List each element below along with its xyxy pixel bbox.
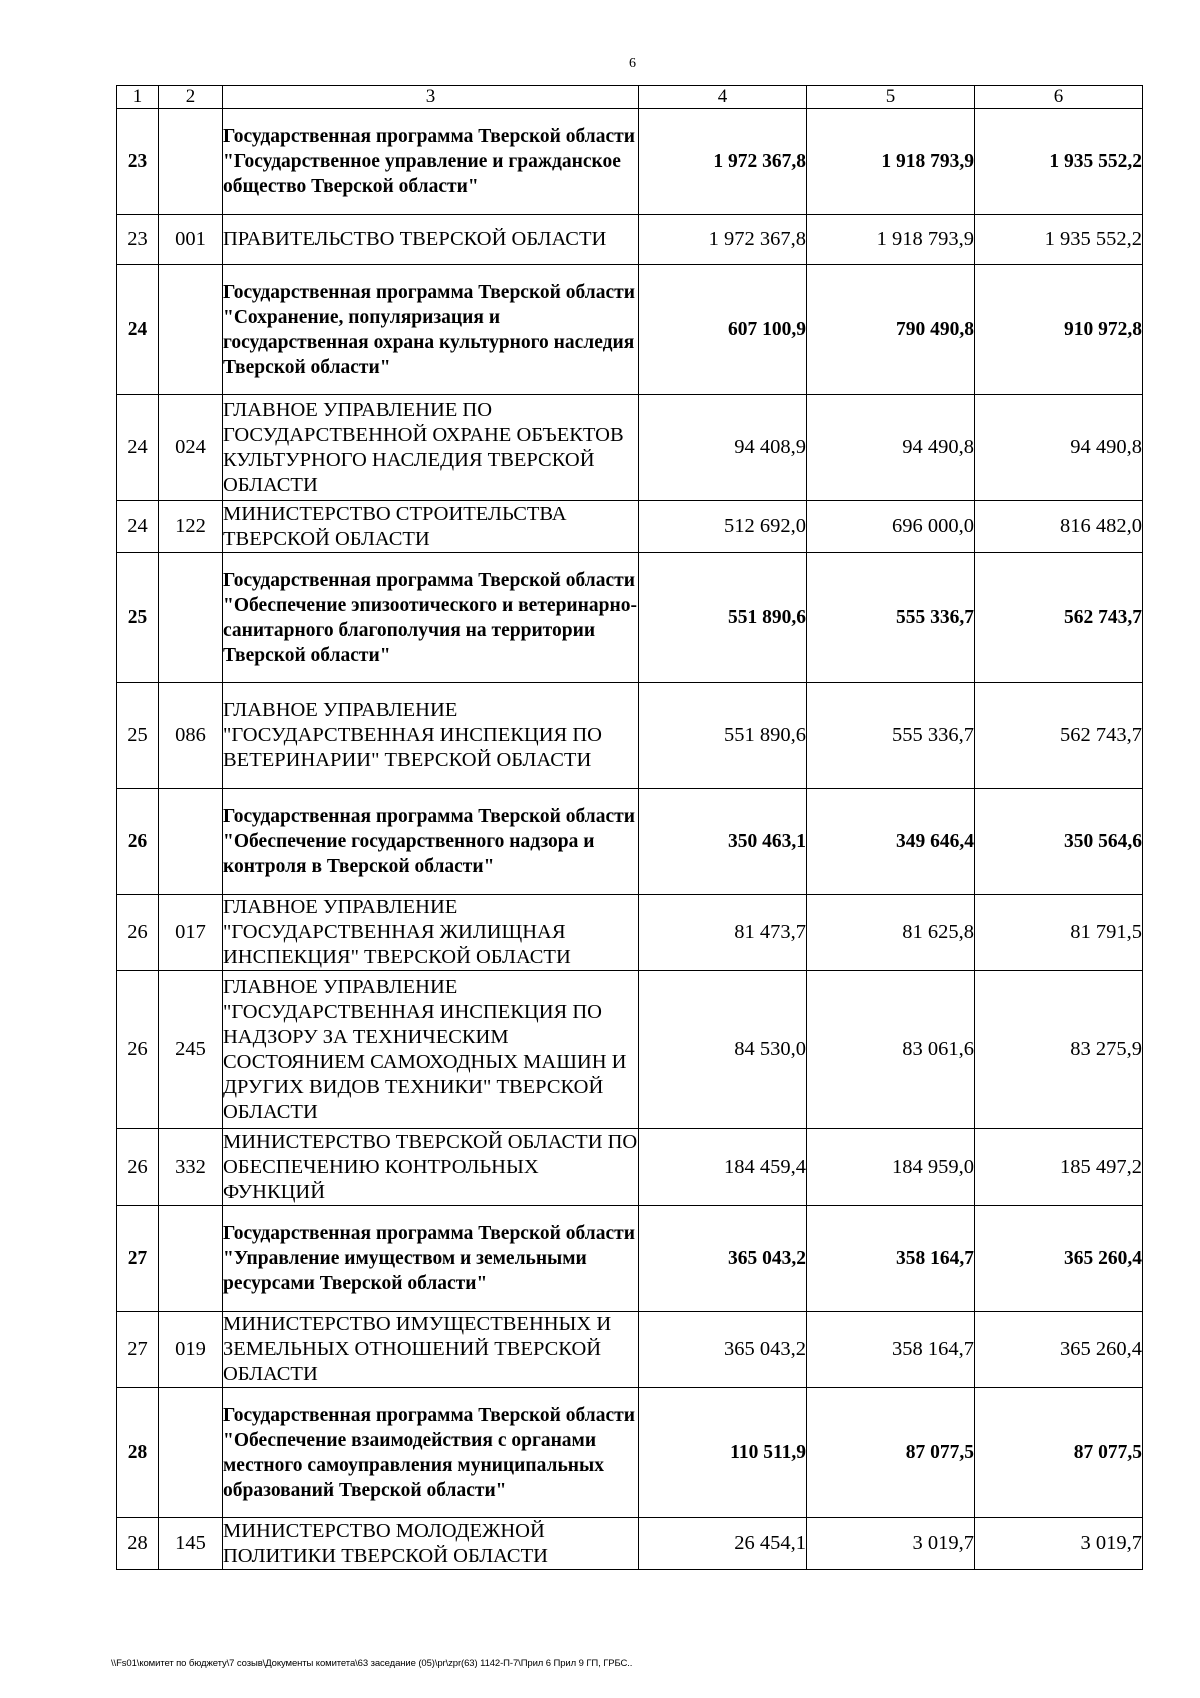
row-value-col6-cell: 83 275,9 [975,971,1143,1129]
header-cell: 4 [639,86,807,109]
row-number-cell: 27 [117,1312,159,1388]
row-value-col4-cell: 94 408,9 [639,395,807,501]
row-code-cell: 001 [159,215,223,265]
row-code-cell: 245 [159,971,223,1129]
table-row [117,789,1143,895]
row-code-cell: 024 [159,395,223,501]
row-value-col4-cell: 365 043,2 [639,1206,807,1312]
row-value-col5-cell: 349 646,4 [807,789,975,895]
row-name-cell: МИНИСТЕРСТВО МОЛОДЕЖНОЙ ПОЛИТИКИ ТВЕРСКОЙ ОБЛАСТИ [223,1518,639,1570]
row-code-cell: 019 [159,1312,223,1388]
header-cell: 3 [223,86,639,109]
row-value-col4-cell: 350 463,1 [639,789,807,895]
table-row [117,553,1143,683]
row-number-cell: 26 [117,971,159,1129]
table-row [117,895,1143,971]
row-number-cell: 26 [117,895,159,971]
header-cell: 6 [975,86,1143,109]
row-name-cell: ГЛАВНОЕ УПРАВЛЕНИЕ "ГОСУДАРСТВЕННАЯ ИНСПЕКЦИЯ ПО НАДЗОРУ ЗА ТЕХНИЧЕСКИМ СОСТОЯНИЕМ САМОХОДНЫХ МАШИН И ДРУГИХ ВИДОВ ТЕХНИКИ" ТВЕРСКОЙ ОБЛАСТИ [223,971,639,1129]
row-code-cell: 017 [159,895,223,971]
row-name-cell: Государственная программа Тверской области "Государственное управление и гражданское общество Тверской области" [223,109,639,215]
row-number-cell: 24 [117,395,159,501]
table-row [117,1129,1143,1206]
table-row [117,1312,1143,1388]
row-name-cell: Государственная программа Тверской области "Сохранение, популяризация и государственная охрана культурного наследия Тверской области" [223,265,639,395]
row-name-cell: ГЛАВНОЕ УПРАВЛЕНИЕ "ГОСУДАРСТВЕННАЯ ИНСПЕКЦИЯ ПО ВЕТЕРИНАРИИ" ТВЕРСКОЙ ОБЛАСТИ [223,683,639,789]
page-number: 6 [629,56,636,71]
row-code-cell [159,1206,223,1312]
row-value-col5-cell: 1 918 793,9 [807,215,975,265]
footer-file-path: \\Fs01\комитет по бюджету\7 созыв\Документы комитета\63 заседание (05)\pr\zpr(63) 1142-П-7\Прил 6 Прил 9 ГП, ГРБС.. [111,1658,633,1669]
row-value-col5-cell: 184 959,0 [807,1129,975,1206]
row-number-cell: 23 [117,215,159,265]
row-code-cell [159,553,223,683]
row-value-col5-cell: 555 336,7 [807,683,975,789]
row-value-col4-cell: 551 890,6 [639,553,807,683]
row-value-col4-cell: 81 473,7 [639,895,807,971]
row-number-cell: 28 [117,1518,159,1570]
row-value-col4-cell: 26 454,1 [639,1518,807,1570]
row-code-cell [159,265,223,395]
row-value-col6-cell: 910 972,8 [975,265,1143,395]
table-row [117,395,1143,501]
row-value-col6-cell: 1 935 552,2 [975,109,1143,215]
row-value-col6-cell: 365 260,4 [975,1206,1143,1312]
row-name-cell: Государственная программа Тверской области "Управление имуществом и земельными ресурсами Тверской области" [223,1206,639,1312]
row-number-cell: 25 [117,553,159,683]
row-value-col5-cell: 81 625,8 [807,895,975,971]
row-value-col6-cell: 365 260,4 [975,1312,1143,1388]
table-header-row [117,86,1143,109]
table-row [117,971,1143,1129]
header-cell: 5 [807,86,975,109]
row-code-cell: 122 [159,501,223,553]
table-row [117,1518,1143,1570]
row-value-col4-cell: 365 043,2 [639,1312,807,1388]
table-row [117,1388,1143,1518]
table-row [117,683,1143,789]
row-value-col6-cell: 81 791,5 [975,895,1143,971]
row-name-cell: МИНИСТЕРСТВО ТВЕРСКОЙ ОБЛАСТИ ПО ОБЕСПЕЧЕНИЮ КОНТРОЛЬНЫХ ФУНКЦИЙ [223,1129,639,1206]
row-name-cell: МИНИСТЕРСТВО СТРОИТЕЛЬСТВА ТВЕРСКОЙ ОБЛАСТИ [223,501,639,553]
table-row [117,265,1143,395]
row-value-col6-cell: 3 019,7 [975,1518,1143,1570]
row-number-cell: 26 [117,789,159,895]
row-value-col5-cell: 696 000,0 [807,501,975,553]
row-code-cell: 145 [159,1518,223,1570]
row-value-col5-cell: 87 077,5 [807,1388,975,1518]
table-row [117,501,1143,553]
row-value-col5-cell: 83 061,6 [807,971,975,1129]
row-number-cell: 28 [117,1388,159,1518]
row-number-cell: 24 [117,265,159,395]
row-name-cell: ПРАВИТЕЛЬСТВО ТВЕРСКОЙ ОБЛАСТИ [223,215,639,265]
row-name-cell: Государственная программа Тверской области "Обеспечение взаимодействия с органами местного самоуправления муниципальных образований Тверской области" [223,1388,639,1518]
row-value-col6-cell: 87 077,5 [975,1388,1143,1518]
row-value-col5-cell: 555 336,7 [807,553,975,683]
row-value-col6-cell: 816 482,0 [975,501,1143,553]
row-value-col5-cell: 94 490,8 [807,395,975,501]
row-code-cell [159,789,223,895]
row-number-cell: 27 [117,1206,159,1312]
row-code-cell: 332 [159,1129,223,1206]
row-value-col4-cell: 184 459,4 [639,1129,807,1206]
row-value-col4-cell: 84 530,0 [639,971,807,1129]
row-value-col5-cell: 3 019,7 [807,1518,975,1570]
row-number-cell: 26 [117,1129,159,1206]
row-value-col4-cell: 1 972 367,8 [639,215,807,265]
row-code-cell [159,109,223,215]
budget-table [116,85,1143,1570]
table-row [117,215,1143,265]
row-name-cell: ГЛАВНОЕ УПРАВЛЕНИЕ "ГОСУДАРСТВЕННАЯ ЖИЛИЩНАЯ ИНСПЕКЦИЯ" ТВЕРСКОЙ ОБЛАСТИ [223,895,639,971]
row-name-cell: Государственная программа Тверской области "Обеспечение государственного надзора и контроля в Тверской области" [223,789,639,895]
row-value-col6-cell: 350 564,6 [975,789,1143,895]
row-value-col4-cell: 551 890,6 [639,683,807,789]
row-value-col6-cell: 94 490,8 [975,395,1143,501]
row-name-cell: ГЛАВНОЕ УПРАВЛЕНИЕ ПО ГОСУДАРСТВЕННОЙ ОХРАНЕ ОБЪЕКТОВ КУЛЬТУРНОГО НАСЛЕДИЯ ТВЕРСКОЙ ОБЛАСТИ [223,395,639,501]
row-value-col6-cell: 562 743,7 [975,683,1143,789]
header-cell: 2 [159,86,223,109]
row-code-cell [159,1388,223,1518]
row-name-cell: Государственная программа Тверской области "Обеспечение эпизоотического и ветеринарно-санитарного благополучия на территории Тверской области" [223,553,639,683]
row-value-col5-cell: 790 490,8 [807,265,975,395]
row-number-cell: 24 [117,501,159,553]
row-value-col5-cell: 1 918 793,9 [807,109,975,215]
row-number-cell: 23 [117,109,159,215]
row-value-col5-cell: 358 164,7 [807,1312,975,1388]
row-value-col5-cell: 358 164,7 [807,1206,975,1312]
row-value-col6-cell: 185 497,2 [975,1129,1143,1206]
row-value-col4-cell: 110 511,9 [639,1388,807,1518]
row-code-cell: 086 [159,683,223,789]
row-value-col6-cell: 562 743,7 [975,553,1143,683]
row-number-cell: 25 [117,683,159,789]
row-value-col4-cell: 607 100,9 [639,265,807,395]
row-value-col4-cell: 1 972 367,8 [639,109,807,215]
table-row [117,1206,1143,1312]
header-cell: 1 [117,86,159,109]
row-value-col4-cell: 512 692,0 [639,501,807,553]
row-name-cell: МИНИСТЕРСТВО ИМУЩЕСТВЕННЫХ И ЗЕМЕЛЬНЫХ ОТНОШЕНИЙ ТВЕРСКОЙ ОБЛАСТИ [223,1312,639,1388]
table-row [117,109,1143,215]
row-value-col6-cell: 1 935 552,2 [975,215,1143,265]
